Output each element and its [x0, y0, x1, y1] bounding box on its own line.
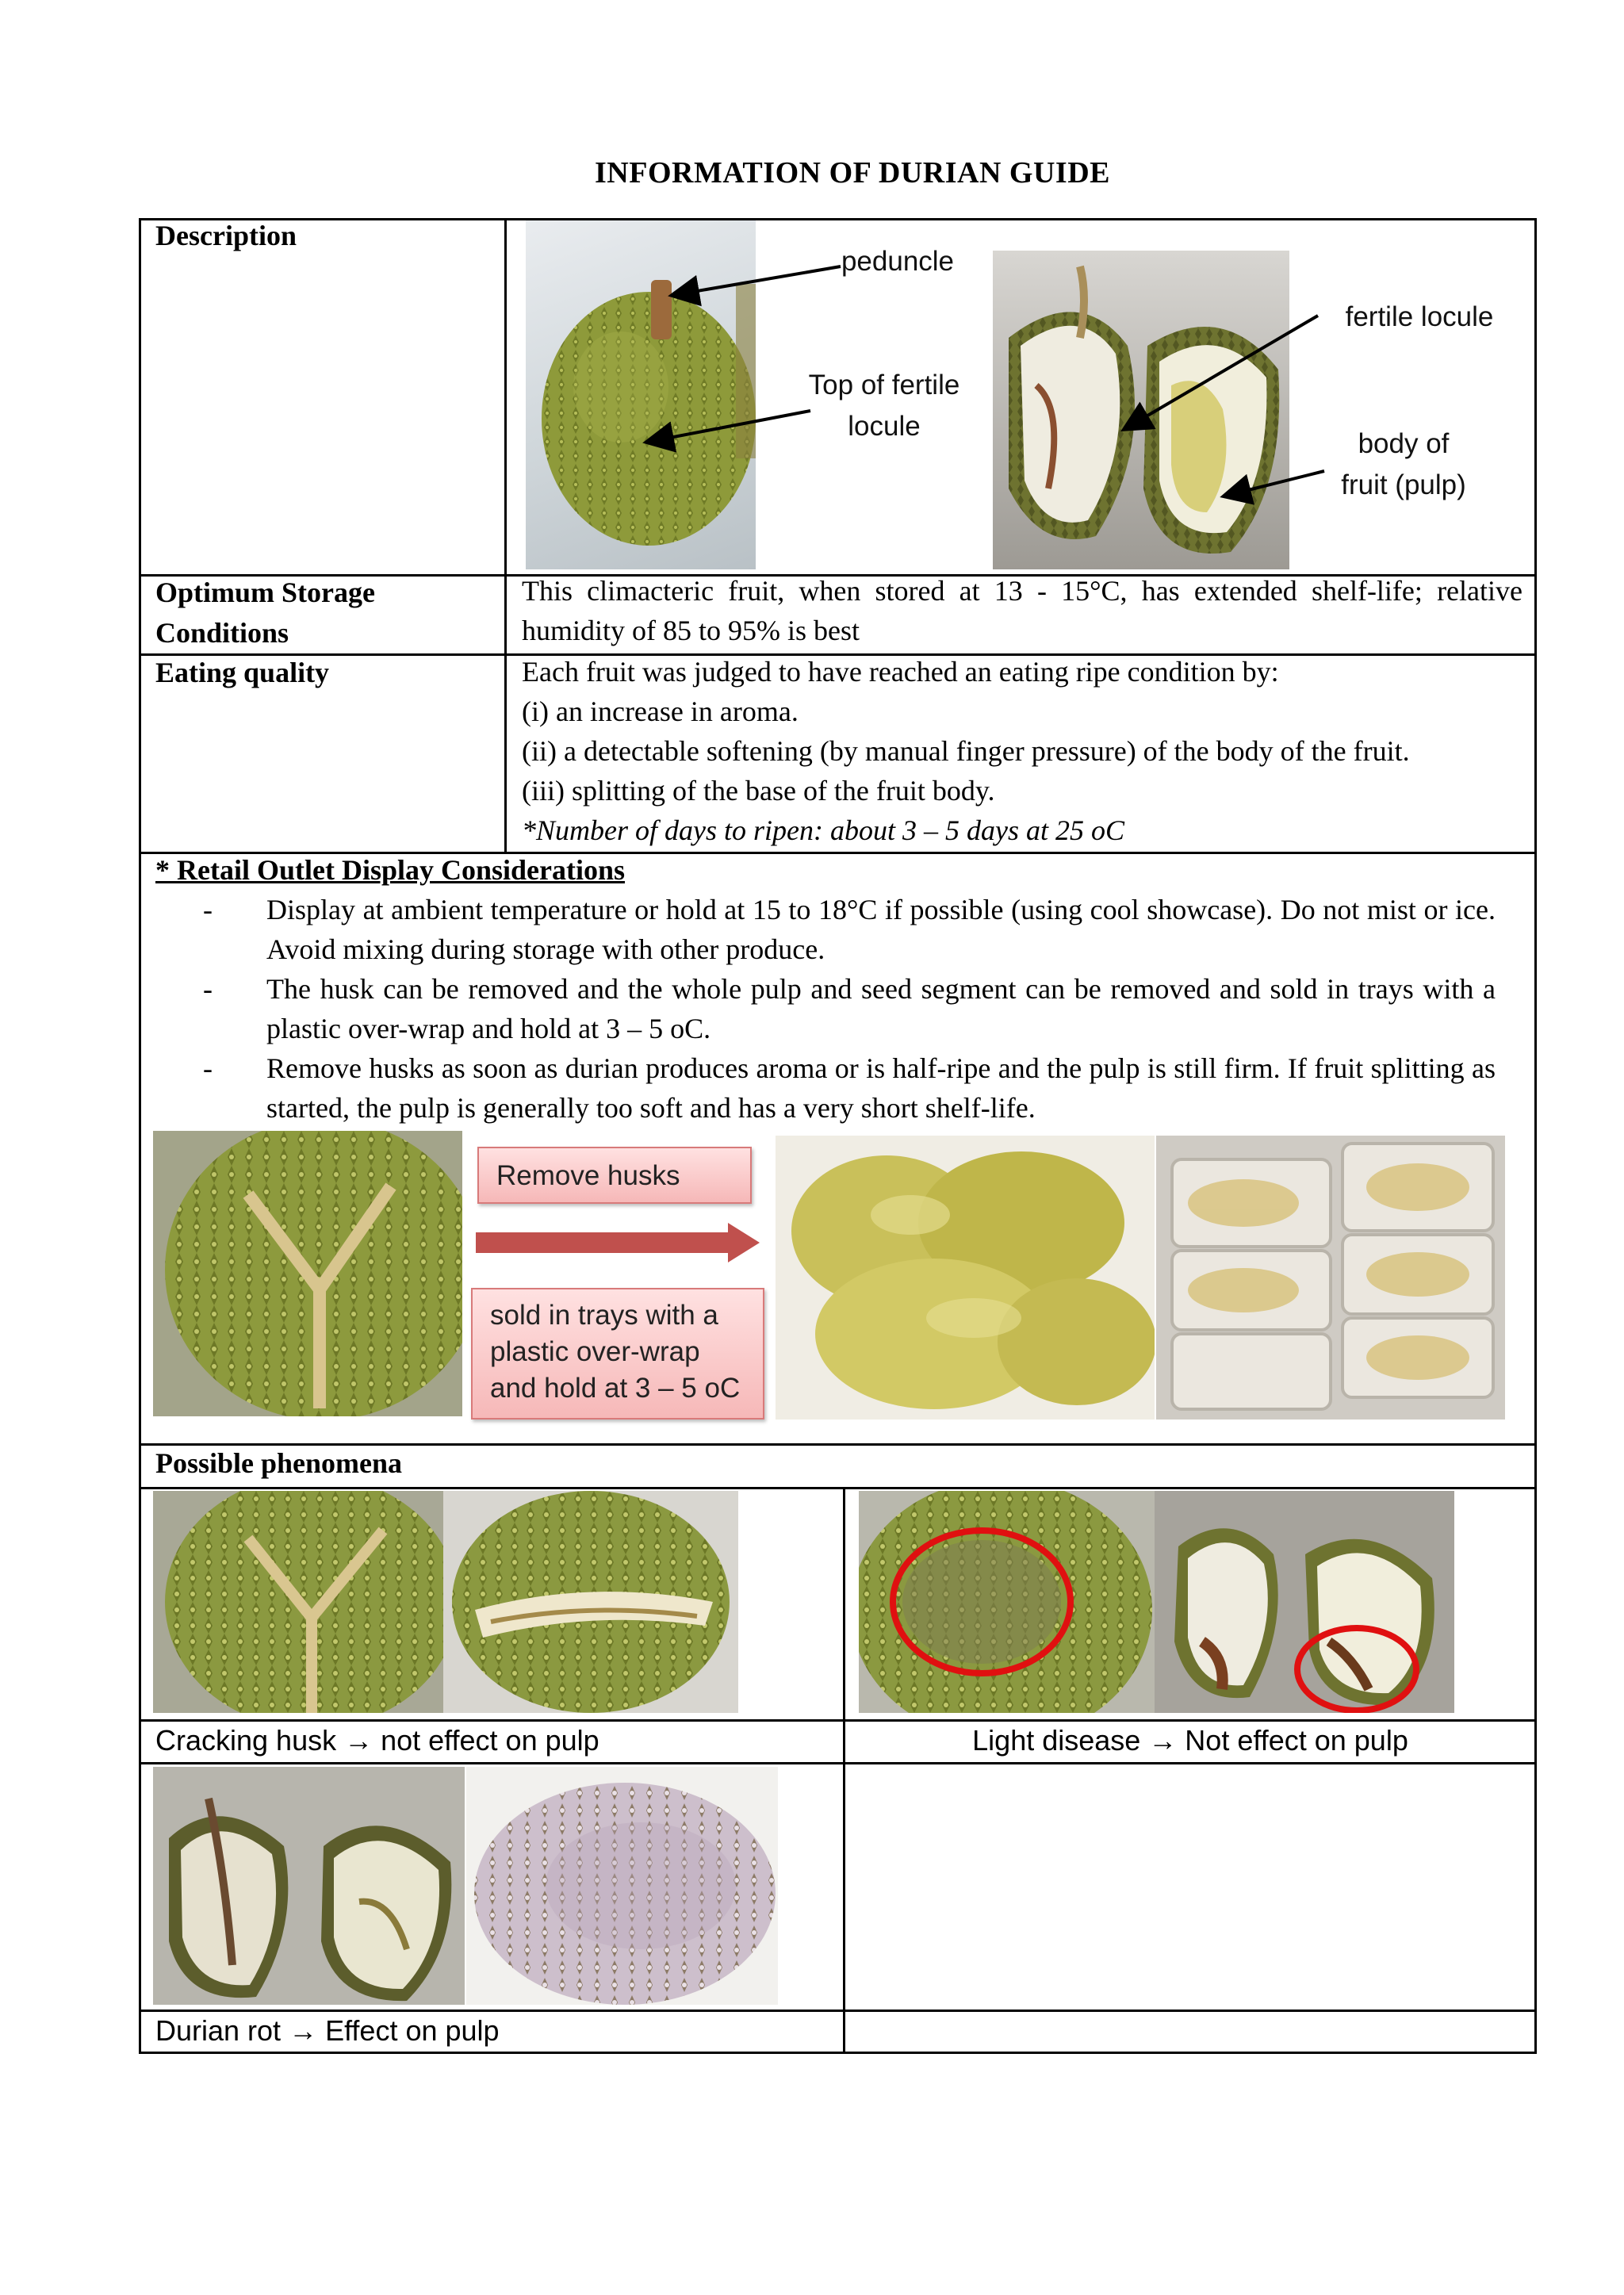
bullet-text: The husk can be removed and the whole pulp and seed segment can be removed and sold in trays with a plastic over-wrap and hold at 3 – 5 oC.	[266, 973, 1496, 1044]
light-disease-photo-2	[1155, 1491, 1454, 1713]
eating-quality-label: Eating quality	[155, 657, 330, 688]
label-line: Optimum Storage	[155, 577, 375, 608]
cracking-husk-caption: Cracking husk → not effect on pulp	[155, 1724, 599, 1757]
cracking-husk-photo-2	[443, 1491, 738, 1713]
callout-arrows	[0, 0, 1624, 603]
retail-bullet	[155, 969, 1496, 1048]
column-divider	[843, 1487, 845, 2054]
remove-husks-box: Remove husks	[477, 1147, 752, 1204]
fertile-locule-callout: fertile locule	[1345, 301, 1494, 332]
phenomena-heading: Possible phenomena	[155, 1447, 403, 1479]
bullet-text: Remove husks as soon as durian produces aroma or is half-ripe and the pulp is still firm. If fruit splitting as started, the pulp is generally too soft and has a very short shelf-life.	[266, 1052, 1496, 1124]
light-disease-caption: Light disease → Not effect on pulp	[972, 1724, 1408, 1757]
label-line: Conditions	[155, 617, 289, 649]
bullet-marker: -	[203, 894, 213, 925]
top-fertile-arrow	[649, 411, 810, 442]
box-line: and hold at 3 – 5 oC	[490, 1373, 741, 1404]
eating-line: (iii) splitting of the base of the fruit body.	[522, 775, 995, 807]
cracking-husk-photo-1	[153, 1491, 443, 1713]
row-divider	[139, 1487, 1537, 1489]
description-label: Description	[155, 220, 297, 251]
pulp-photo	[776, 1136, 1155, 1420]
durian-rot-caption: Durian rot → Effect on pulp	[155, 2014, 500, 2047]
ripen-note: *Number of days to ripen: about 3 – 5 days at 25 oC	[522, 814, 1124, 846]
process-arrow	[476, 1218, 761, 1266]
retail-bullet	[155, 1048, 1496, 1128]
peduncle-callout: peduncle	[841, 246, 955, 277]
bullet-text: Display at ambient temperature or hold at 15 to 18°C if possible (using cool showcase). Do not mist or ice. Avoid mixing during storage with other produce.	[266, 894, 1496, 965]
durian-rot-photo-1	[153, 1767, 465, 2005]
retail-heading: * Retail Outlet Display Considerations	[155, 854, 626, 886]
trays-photo	[1156, 1136, 1505, 1420]
callout-line: body of	[1358, 428, 1450, 459]
eating-line: Each fruit was judged to have reached an eating ripe condition by:	[522, 656, 1279, 688]
retail-bullet-list	[155, 890, 1496, 1128]
document-title: INFORMATION OF DURIAN GUIDE	[595, 156, 1110, 190]
row-divider	[139, 1762, 1537, 1764]
retail-bullet	[155, 890, 1496, 969]
cracked-durian-photo	[153, 1131, 462, 1416]
callout-line: Top of fertile	[808, 370, 960, 400]
storage-text: This climacteric fruit, when stored at 13 - 15°C, has extended shelf-life; relative humidity of 85 to 95% is best	[522, 575, 1522, 646]
eating-quality-text	[522, 652, 1522, 850]
box-line: sold in trays with a	[490, 1300, 718, 1331]
light-disease-photo-1	[859, 1491, 1155, 1713]
box-line: plastic over-wrap	[490, 1336, 700, 1367]
eating-line: (i) an increase in aroma.	[522, 695, 799, 727]
bullet-marker: -	[203, 973, 213, 1005]
body-of-fruit-arrow	[1226, 471, 1324, 496]
fertile-locule-arrow	[1126, 316, 1318, 428]
table-border-bottom	[139, 2052, 1537, 2054]
callout-line: locule	[848, 411, 921, 442]
callout-line: fruit (pulp)	[1341, 469, 1466, 500]
durian-rot-photo-2	[466, 1767, 778, 2005]
eating-line: (ii) a detectable softening (by manual finger pressure) of the body of the fruit.	[522, 735, 1410, 767]
bullet-marker: -	[203, 1052, 213, 1084]
sold-in-trays-box	[471, 1288, 764, 1420]
storage-label	[155, 573, 375, 653]
peduncle-arrow	[674, 266, 841, 295]
